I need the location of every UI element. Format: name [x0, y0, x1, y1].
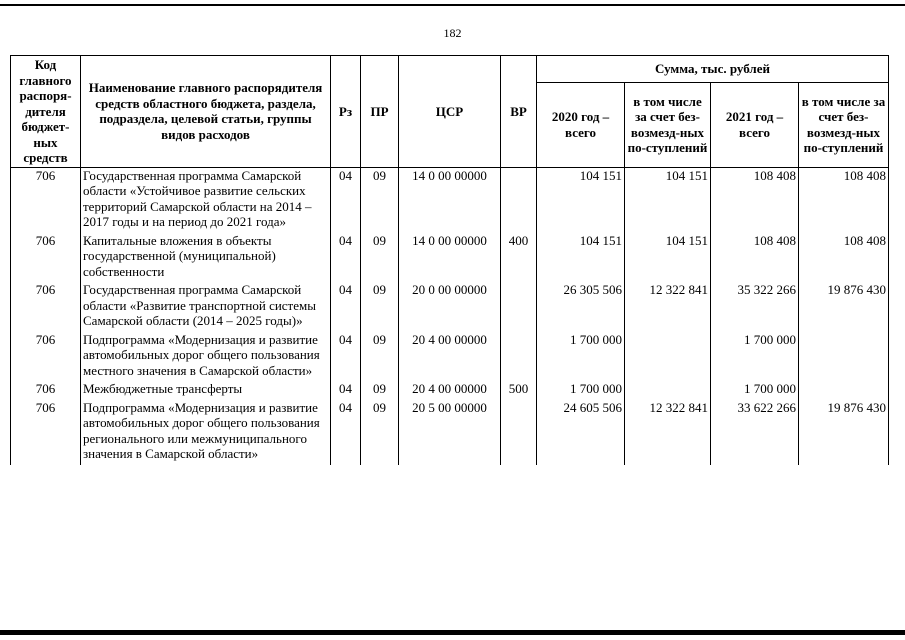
table-body	[11, 167, 889, 465]
cell-2021-free: 19 876 430	[799, 400, 889, 465]
header-name: Наименование главного распорядителя средств областного бюджета, раздела, подраздела, целевой статьи, группы видов расходов	[81, 56, 331, 168]
cell-2021-free: 19 876 430	[799, 282, 889, 332]
cell-2020-free	[625, 332, 711, 382]
table-row	[11, 332, 889, 382]
cell-2020-free	[625, 381, 711, 400]
header-pr: ПР	[361, 56, 399, 168]
header-2021-total: 2021 год – всего	[711, 82, 799, 167]
header-2020-free: в том числе за счет без-возмезд-ных по-ступлений	[625, 82, 711, 167]
cell-2021-free: 108 408	[799, 167, 889, 233]
cell-code: 706	[11, 233, 81, 283]
table-row	[11, 167, 889, 233]
cell-rz: 04	[331, 282, 361, 332]
cell-rz: 04	[331, 233, 361, 283]
cell-2021-total: 108 408	[711, 167, 799, 233]
cell-rz: 04	[331, 381, 361, 400]
cell-vr	[501, 400, 537, 465]
cell-2020-total: 24 605 506	[537, 400, 625, 465]
cell-name: Капитальные вложения в объекты государственной (муниципальной) собственности	[81, 233, 331, 283]
cell-2021-free	[799, 381, 889, 400]
cell-code: 706	[11, 167, 81, 233]
cell-2020-free: 12 322 841	[625, 282, 711, 332]
cell-2020-total: 26 305 506	[537, 282, 625, 332]
cell-2020-total: 1 700 000	[537, 381, 625, 400]
header-code: Код главного распоря-дителя бюджет-ных средств	[11, 56, 81, 168]
cell-2021-total: 1 700 000	[711, 332, 799, 382]
cell-vr	[501, 332, 537, 382]
cell-2020-total: 104 151	[537, 167, 625, 233]
cell-2021-total: 33 622 266	[711, 400, 799, 465]
table-row	[11, 282, 889, 332]
cell-vr	[501, 282, 537, 332]
cell-2021-total: 1 700 000	[711, 381, 799, 400]
table-row	[11, 233, 889, 283]
header-2020-total: 2020 год – всего	[537, 82, 625, 167]
budget-table	[10, 55, 889, 465]
header-rz: Рз	[331, 56, 361, 168]
cell-csr: 20 4 00 00000	[399, 381, 501, 400]
cell-2020-total: 104 151	[537, 233, 625, 283]
table-header	[11, 56, 889, 168]
cell-rz: 04	[331, 332, 361, 382]
header-csr: ЦСР	[399, 56, 501, 168]
cell-pr: 09	[361, 167, 399, 233]
cell-name: Межбюджетные трансферты	[81, 381, 331, 400]
page-number: 182	[443, 26, 462, 40]
top-rule	[0, 4, 905, 6]
table-row	[11, 400, 889, 465]
cell-2021-free	[799, 332, 889, 382]
cell-code: 706	[11, 332, 81, 382]
cell-2020-total: 1 700 000	[537, 332, 625, 382]
bottom-rule	[0, 630, 905, 635]
cell-pr: 09	[361, 282, 399, 332]
cell-rz: 04	[331, 400, 361, 465]
cell-csr: 20 0 00 00000	[399, 282, 501, 332]
table-row	[11, 381, 889, 400]
cell-pr: 09	[361, 381, 399, 400]
header-2021-free: в том числе за счет без-возмезд-ных по-ступлений	[799, 82, 889, 167]
cell-csr: 20 5 00 00000	[399, 400, 501, 465]
cell-code: 706	[11, 282, 81, 332]
cell-name: Подпрограмма «Модернизация и развитие автомобильных дорог общего пользования регионального или межмуниципального значения в Самарской области»	[81, 400, 331, 465]
cell-2020-free: 104 151	[625, 233, 711, 283]
cell-name: Подпрограмма «Модернизация и развитие автомобильных дорог общего пользования местного значения в Самарской области»	[81, 332, 331, 382]
cell-vr: 500	[501, 381, 537, 400]
cell-name: Государственная программа Самарской области «Развитие транспортной системы Самарской области (2014 – 2025 годы)»	[81, 282, 331, 332]
cell-vr	[501, 167, 537, 233]
cell-rz: 04	[331, 167, 361, 233]
cell-2021-total: 35 322 266	[711, 282, 799, 332]
cell-2021-free: 108 408	[799, 233, 889, 283]
cell-vr: 400	[501, 233, 537, 283]
cell-code: 706	[11, 400, 81, 465]
cell-pr: 09	[361, 400, 399, 465]
cell-pr: 09	[361, 233, 399, 283]
header-vr: ВР	[501, 56, 537, 168]
cell-csr: 20 4 00 00000	[399, 332, 501, 382]
cell-2021-total: 108 408	[711, 233, 799, 283]
cell-2020-free: 12 322 841	[625, 400, 711, 465]
cell-csr: 14 0 00 00000	[399, 167, 501, 233]
header-sum: Сумма, тыс. рублей	[537, 56, 889, 83]
cell-pr: 09	[361, 332, 399, 382]
cell-name: Государственная программа Самарской области «Устойчивое развитие сельских территорий Самарской области на 2014 – 2017 годы и на период до 2021 года»	[81, 167, 331, 233]
cell-2020-free: 104 151	[625, 167, 711, 233]
cell-csr: 14 0 00 00000	[399, 233, 501, 283]
cell-code: 706	[11, 381, 81, 400]
